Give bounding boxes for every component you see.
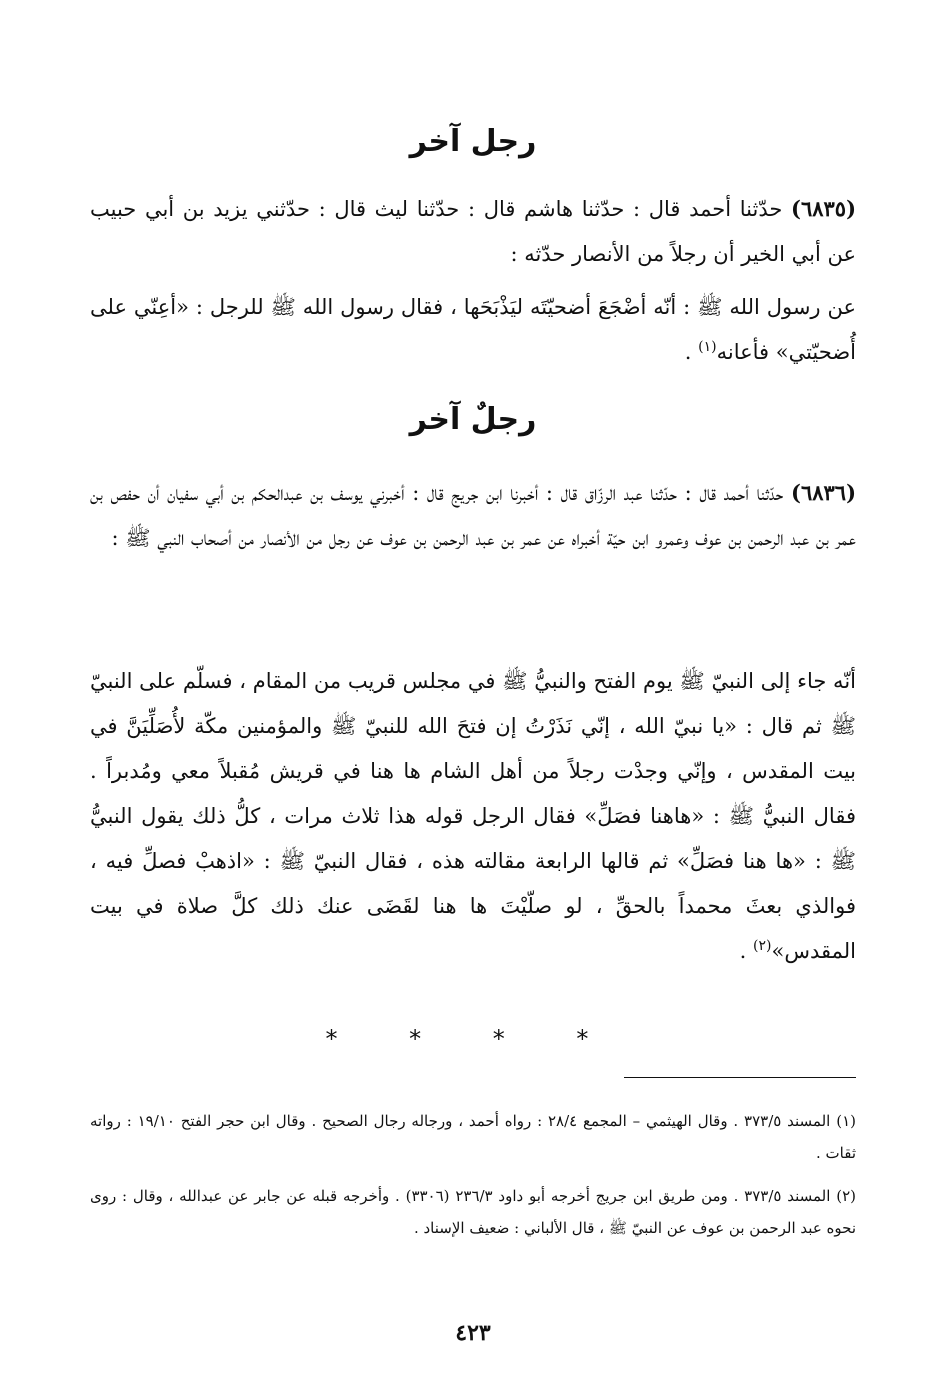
footnote-marker: (٢) — [836, 1187, 856, 1205]
matn-end: . — [684, 340, 699, 364]
section-heading: رجل آخر — [409, 124, 537, 159]
hadith-number: (٦٨٣٦) — [791, 480, 856, 505]
hadith-isnad — [90, 470, 856, 561]
isnad-text: حدّثنا أحمد قال : حدّثنا عبد الرزّاق قال : أخبرنا ابن جريج قال : أخبرني يوسف بن عبدالحكم بن أبي سفيان أن حفص بن عمر بن عبد الرحمن بن عوف وعمرو ابن حيّة أخبراه عن عمر بن عبد الرحمن بن عوف عن رجل من الأنصار من أصحاب النبي ﷺ : — [90, 481, 856, 550]
book-page — [90, 0, 856, 1376]
isnad-text: حدّثنا أحمد قال : حدّثنا هاشم قال : حدّثنا ليث قال : حدّثني يزيد بن أبي حبيب عن أبي الخير أن رجلاً من الأنصار حدّثه : — [90, 197, 856, 266]
matn-text: أنّه جاء إلى النبيّ ﷺ يوم الفتح والنبيُّ ﷺ في مجلس قريب من المقام ، فسلّم على النبيّ ﷺ ثم قال : «يا نبيّ الله ، إنّي نَذَرْتُ إن فتحَ الله للنبيّ ﷺ والمؤمنين مكّة لأُصَلِّيَنَّ في بيت المقدس ، وإنّي وجدْت رجلاً من أهل الشام ها هنا في قريش مُقبلاً معي ومُدبراً . فقال النبيُّ ﷺ : «هاهنا فصَلِّ» فقال الرجل قوله هذا ثلاث مرات ، كلُّ ذلك يقول النبيُّ ﷺ : «ها هنا فصَلِّ» ثم قالها الرابعة مقالته هذه ، فقال النبيّ ﷺ : «اذهبْ فصلِّ فيه ، فوالذي بعثَ محمداً بالحقِّ ، لو صلّيْتَ ها هنا لقَضَى عنك ذلك كلَّ صلاة في بيت المقدس» — [90, 669, 856, 963]
footnote — [90, 1180, 856, 1244]
hadith-matn — [90, 659, 856, 974]
footnote-text: المسند ٣٧٣/٥ . وقال الهيثمي – المجمع ٢٨/٤ : رواه أحمد ، ورجاله رجال الصحيح . وقال ابن حجر الفتح ١٩/١٠ : رواته ثقات . — [90, 1112, 856, 1162]
footnote-text: المسند ٣٧٣/٥ . ومن طريق ابن جريج أخرجه أبو داود ٢٣٦/٣ (٣٣٠٦) . وأخرجه قبله عن جابر عن عبدالله ، وقال : روى نحوه عبد الرحمن بن عوف عن النبيّ ﷺ ، قال الألباني : ضعيف الإسناد . — [90, 1187, 856, 1237]
matn-text: عن رسول الله ﷺ : أنّه أضْجَعَ أضحيّتَه ليَذْبَحَها ، فقال رسول الله ﷺ للرجل : «أعِنّي على أُضحيّتي» فأعانه — [90, 295, 856, 364]
section-separator: * * * * — [325, 1025, 621, 1053]
page-number: ٤٢٣ — [455, 1320, 491, 1346]
matn-end: . — [739, 939, 754, 963]
footnote-marker: (١) — [836, 1112, 856, 1130]
hadith-isnad — [90, 186, 856, 277]
footnote-ref: (٢) — [753, 938, 772, 954]
hadith-number: (٦٨٣٥) — [791, 196, 856, 221]
hadith-matn — [90, 285, 856, 375]
footnote — [90, 1105, 856, 1169]
footnote-ref: (١) — [698, 339, 717, 355]
footnote-divider — [624, 1077, 856, 1078]
section-heading: رجلٌ آخر — [409, 402, 537, 437]
